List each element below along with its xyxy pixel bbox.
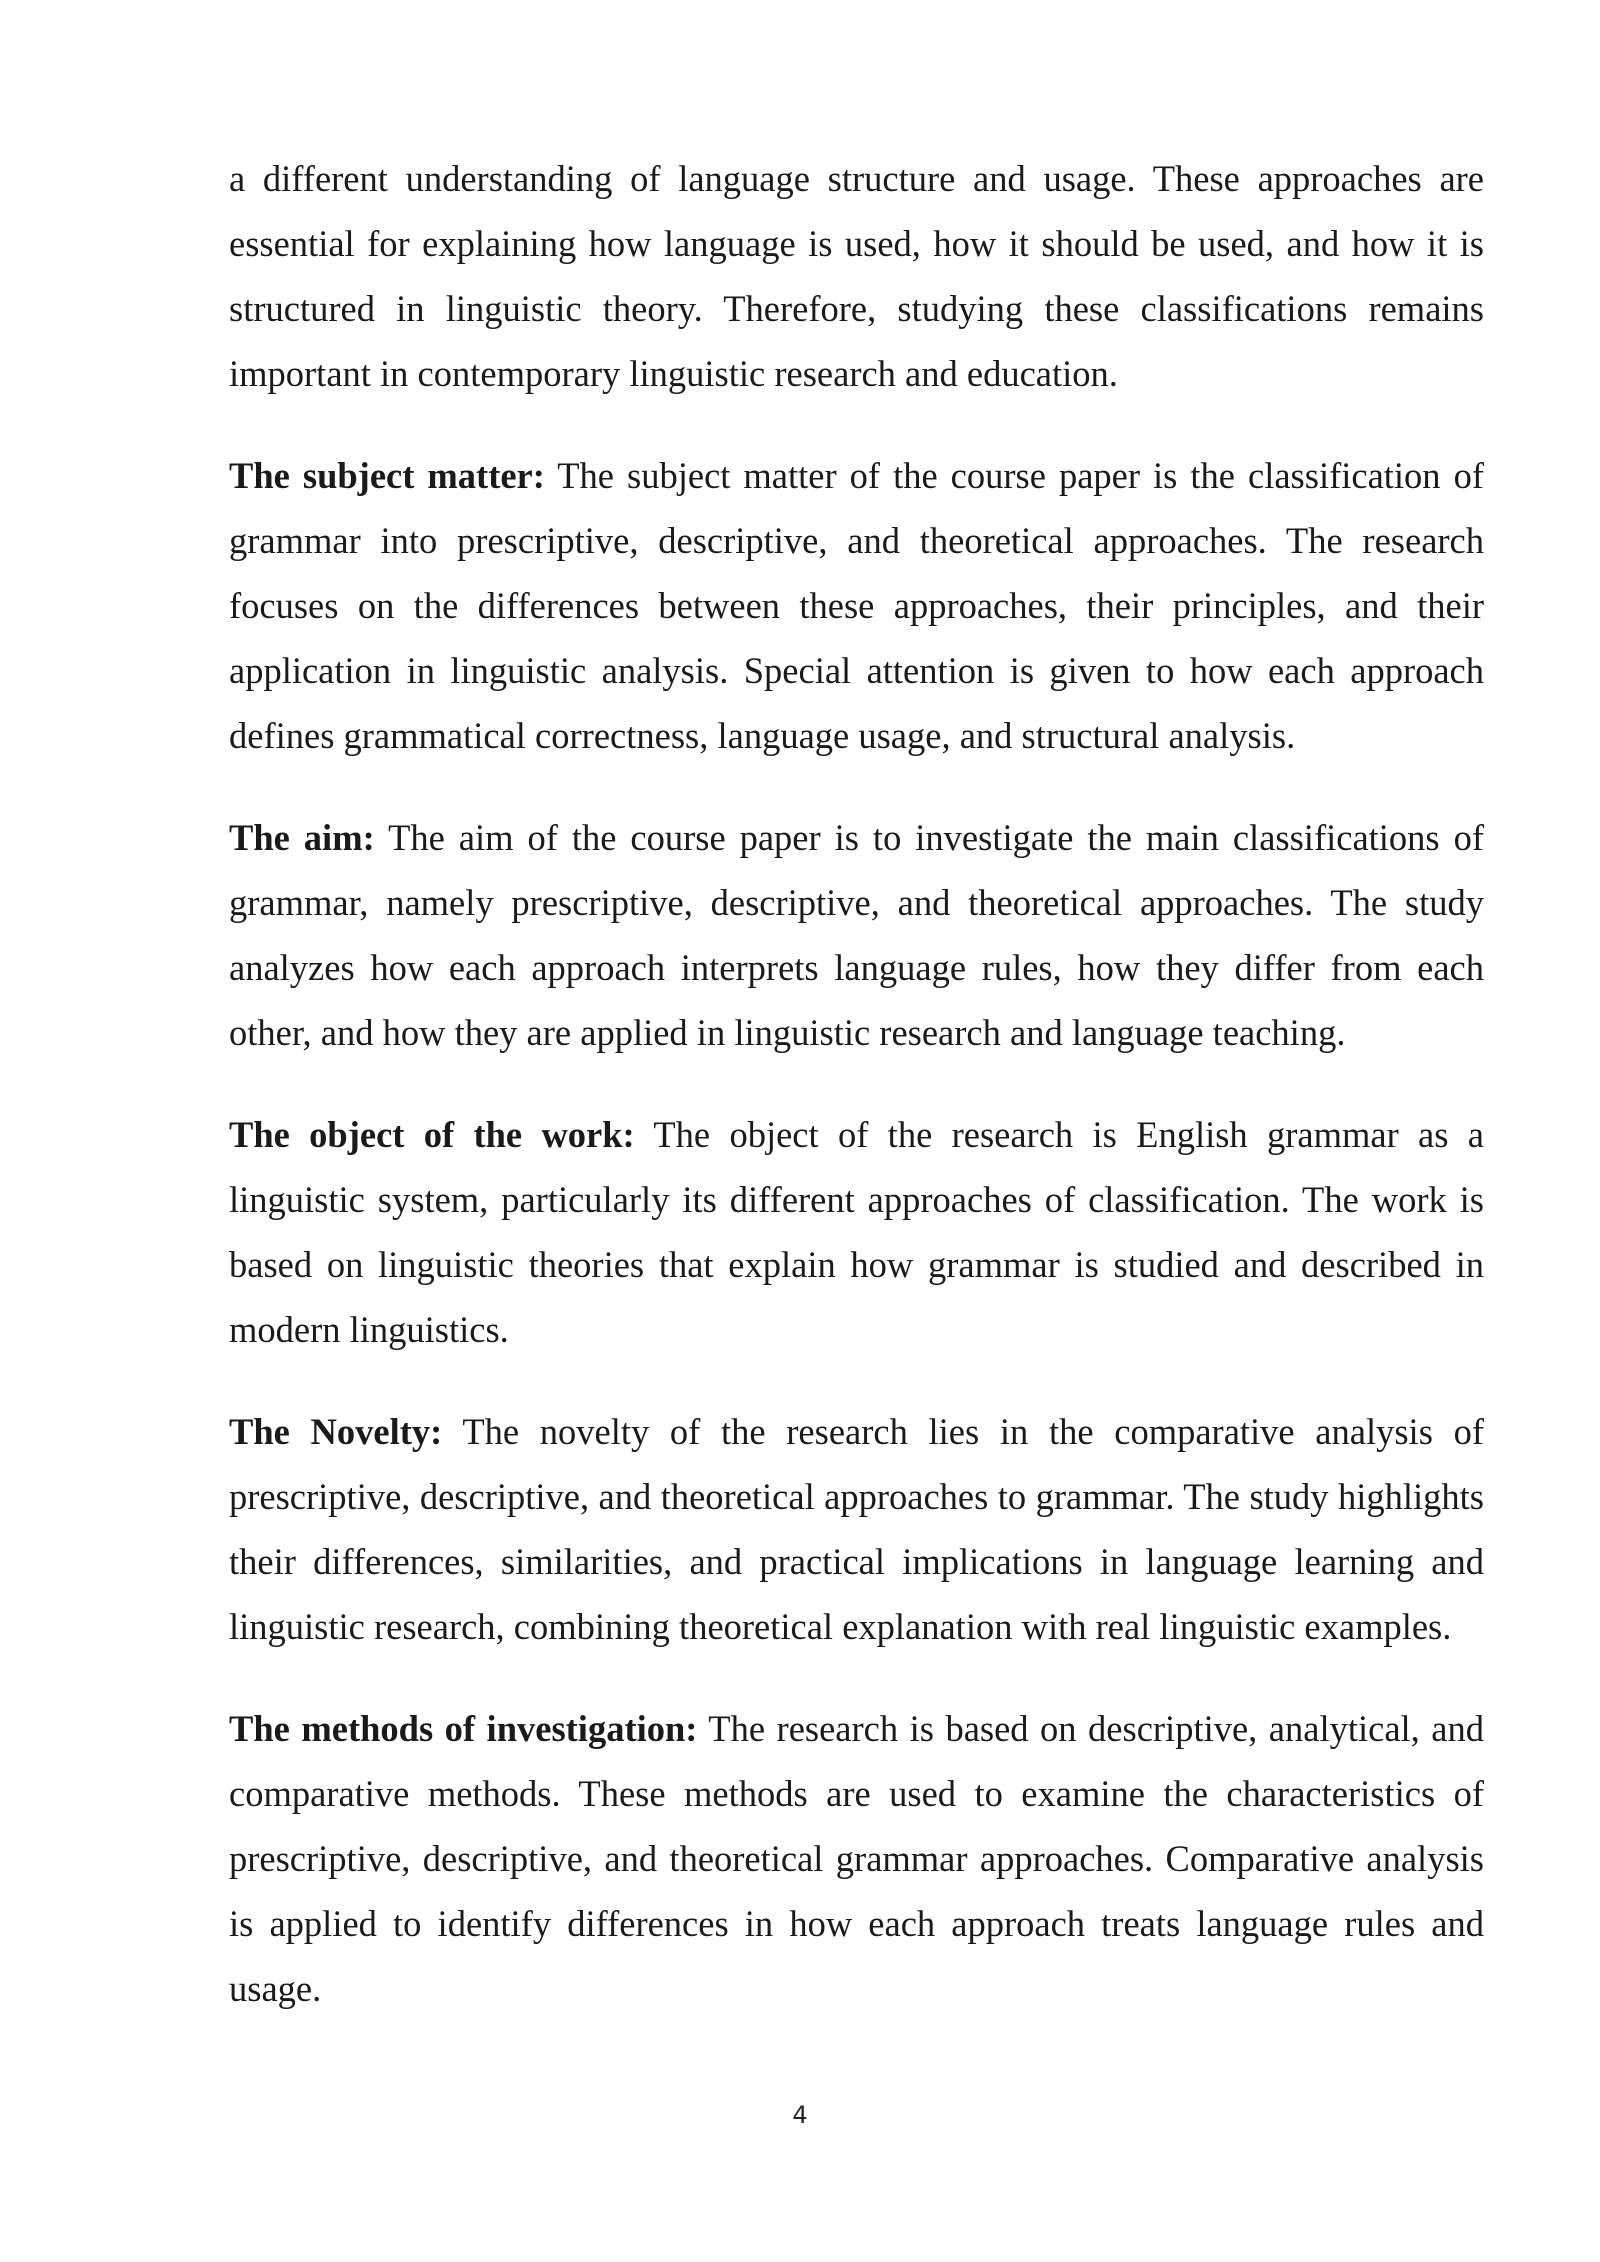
paragraph-intro-continuation [229,146,1484,406]
paragraph-label: The Novelty: [229,1411,443,1452]
paragraph-label: The methods of investigation: [229,1708,698,1749]
paragraph-text: a different understanding of language structure and usage. These approaches are essential for explaining how language is used, how it should be used, and how it is structured in linguistic theory. Therefore, studying these classifications remains important in contemporary linguistic research and education. [229,158,1484,394]
paragraph-text: The subject matter of the course paper is the classification of grammar into prescriptive, descriptive, and theoretical approaches. The research focuses on the differences between these approaches, their principles, and their application in linguistic analysis. Special attention is given to how each approach defines grammatical correctness, language usage, and structural analysis. [229,455,1484,756]
paragraph-text: The object of the research is English grammar as a linguistic system, particularly its different approaches of classification. The work is based on linguistic theories that explain how grammar is studied and described in modern linguistics. [229,1114,1484,1350]
paragraph-text: The novelty of the research lies in the comparative analysis of prescriptive, descriptive, and theoretical approaches to grammar. The study highlights their differences, similarities, and practical implications in language learning and linguistic research, combining theoretical explanation with real linguistic examples. [229,1411,1484,1647]
paragraph-methods [229,1696,1484,2021]
paragraph-text: The research is based on descriptive, analytical, and comparative methods. These methods are used to examine the characteristics of prescriptive, descriptive, and theoretical grammar approaches. Comparative analysis is applied to identify differences in how each approach treats language rules and usage. [229,1708,1484,2009]
body-text [229,146,1484,2058]
paragraph-novelty [229,1399,1484,1659]
paragraph-label: The aim: [229,817,375,858]
paragraph-subject-matter [229,443,1484,768]
paragraph-object [229,1102,1484,1362]
paragraph-aim [229,805,1484,1065]
paragraph-label: The subject matter: [229,455,545,496]
paragraph-text: The aim of the course paper is to investigate the main classifications of grammar, namely prescriptive, descriptive, and theoretical approaches. The study analyzes how each approach interprets language rules, how they differ from each other, and how they are applied in linguistic research and language teaching. [229,817,1484,1053]
paragraph-label: The object of the work: [229,1114,635,1155]
page-number: 4 [792,2101,808,2129]
